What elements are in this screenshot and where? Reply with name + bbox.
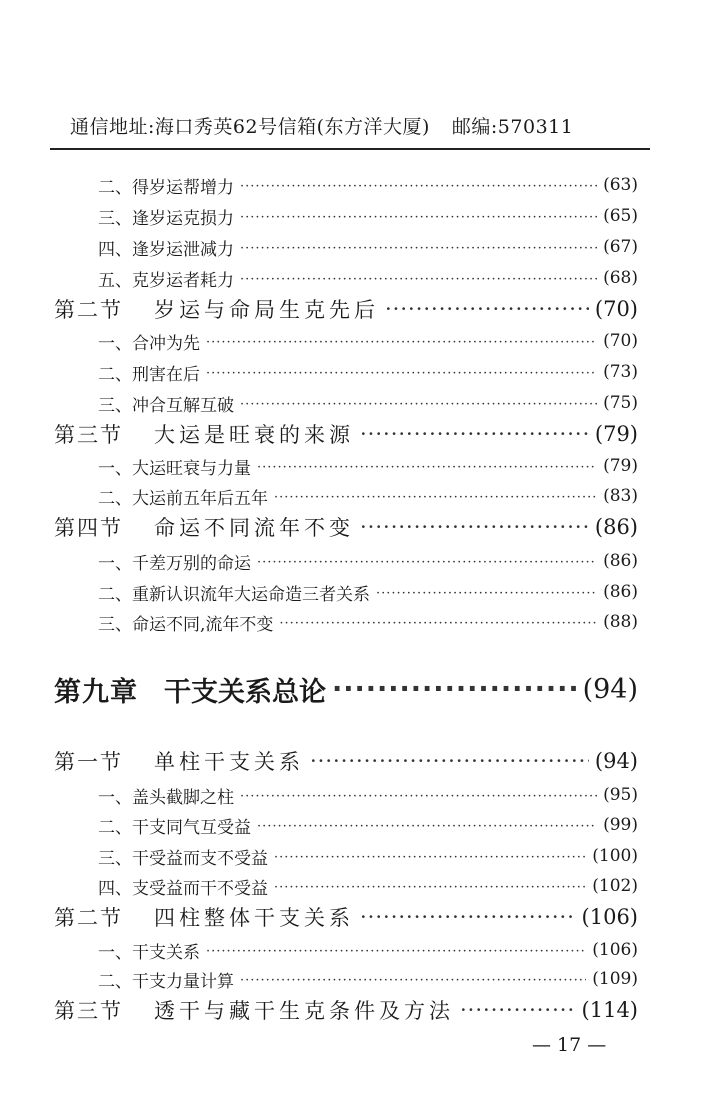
toc-subsection-entry bbox=[98, 234, 638, 260]
leader-dots bbox=[385, 297, 589, 321]
entry-page: (100) bbox=[592, 846, 638, 866]
entry-title: 二、干支同气互受益 bbox=[98, 817, 251, 838]
section-label: 第四节 bbox=[54, 516, 123, 540]
toc-section-entry bbox=[54, 901, 638, 933]
leader-dots bbox=[279, 612, 597, 632]
entry-page: (109) bbox=[592, 969, 638, 989]
toc-subsection-entry bbox=[98, 265, 638, 291]
entry-page: (86) bbox=[603, 582, 638, 602]
header-postcode: 邮编:570311 bbox=[451, 116, 574, 138]
leader-dots bbox=[257, 815, 597, 835]
entry-title: 四、逢岁运泄减力 bbox=[98, 239, 234, 260]
entry-page: (79) bbox=[603, 456, 638, 476]
leader-dots bbox=[206, 362, 597, 382]
entry-title: 二、干支力量计算 bbox=[98, 971, 234, 992]
leader-dots bbox=[240, 785, 597, 805]
entry-page: (75) bbox=[603, 393, 638, 413]
toc-subsection-entry bbox=[98, 579, 638, 605]
header-address: 通信地址:海口秀英62号信箱(东方洋大厦) bbox=[70, 116, 430, 138]
entry-page: (83) bbox=[603, 486, 638, 506]
toc-subsection-entry bbox=[98, 548, 638, 574]
toc-section-entry bbox=[54, 418, 638, 450]
section-title: 四柱整体干支关系 bbox=[154, 906, 354, 930]
section-title: 岁运与命局生克先后 bbox=[154, 298, 379, 322]
leader-dots bbox=[257, 456, 597, 476]
toc-section-entry bbox=[54, 293, 638, 325]
section-title: 大运是旺衰的来源 bbox=[154, 423, 354, 447]
toc-section-entry bbox=[54, 745, 638, 777]
entry-page: (65) bbox=[603, 206, 638, 226]
entry-title: 三、冲合互解互破 bbox=[98, 395, 234, 416]
leader-dots bbox=[460, 998, 576, 1022]
entry-page: (106) bbox=[592, 940, 638, 960]
toc-subsection-entry bbox=[98, 873, 638, 899]
entry-page: (106) bbox=[581, 905, 638, 929]
entry-title: 二、得岁运帮增力 bbox=[98, 177, 234, 198]
toc-subsection-entry bbox=[98, 609, 638, 635]
entry-page: (63) bbox=[603, 175, 638, 195]
entry-page: (79) bbox=[594, 422, 638, 446]
leader-dots bbox=[240, 237, 597, 257]
section-label: 第三节 bbox=[54, 999, 123, 1023]
entry-page: (94) bbox=[582, 673, 638, 705]
toc-subsection-entry bbox=[98, 453, 638, 479]
leader-dots bbox=[240, 175, 597, 195]
entry-page: (88) bbox=[603, 612, 638, 632]
entry-title: 三、命运不同,流年不变 bbox=[98, 614, 274, 635]
toc-subsection-entry bbox=[98, 328, 638, 354]
entry-title: 三、逢岁运克损力 bbox=[98, 208, 234, 229]
toc-subsection-entry bbox=[98, 843, 638, 869]
leader-dots bbox=[360, 905, 576, 929]
entry-page: (95) bbox=[603, 785, 638, 805]
toc-subsection-entry bbox=[98, 203, 638, 229]
entry-page: (68) bbox=[603, 268, 638, 288]
entry-page: (86) bbox=[603, 551, 638, 571]
toc-subsection-entry bbox=[98, 937, 638, 963]
leader-dots bbox=[360, 422, 589, 446]
leader-dots bbox=[240, 969, 586, 989]
section-label: 第二节 bbox=[54, 298, 123, 322]
leader-dots bbox=[206, 331, 597, 351]
entry-page: (67) bbox=[603, 237, 638, 257]
section-label: 第二节 bbox=[54, 906, 123, 930]
leader-dots bbox=[274, 486, 597, 506]
chapter-title: 干支关系总论 bbox=[164, 676, 326, 708]
entry-title: 二、刑害在后 bbox=[98, 364, 200, 385]
entry-page: (114) bbox=[581, 998, 638, 1022]
entry-page: (99) bbox=[603, 815, 638, 835]
entry-title: 二、重新认识流年大运命造三者关系 bbox=[98, 584, 370, 605]
entry-title: 一、合冲为先 bbox=[98, 333, 200, 354]
leader-dots bbox=[240, 393, 597, 413]
leader-dots bbox=[257, 551, 597, 571]
entry-title: 四、支受益而干不受益 bbox=[98, 878, 268, 899]
section-title: 单柱干支关系 bbox=[154, 750, 304, 774]
section-label: 第三节 bbox=[54, 423, 123, 447]
page-number: — 17 — bbox=[532, 1034, 607, 1056]
toc-chapter-entry bbox=[54, 669, 638, 709]
leader-dots bbox=[310, 749, 589, 773]
toc-subsection-entry bbox=[98, 812, 638, 838]
entry-page: (94) bbox=[594, 749, 638, 773]
toc-section-entry bbox=[54, 994, 638, 1026]
entry-title: 三、干受益而支不受益 bbox=[98, 848, 268, 869]
section-title: 命运不同流年不变 bbox=[154, 516, 354, 540]
leader-dots bbox=[332, 674, 577, 705]
leader-dots bbox=[376, 582, 597, 602]
leader-dots bbox=[274, 876, 586, 896]
toc-subsection-entry bbox=[98, 390, 638, 416]
entry-title: 二、大运前五年后五年 bbox=[98, 488, 268, 509]
toc-subsection-entry bbox=[98, 483, 638, 509]
leader-dots bbox=[240, 206, 597, 226]
entry-page: (70) bbox=[603, 331, 638, 351]
entry-title: 一、千差万别的命运 bbox=[98, 553, 251, 574]
entry-page: (73) bbox=[603, 362, 638, 382]
entry-page: (86) bbox=[594, 515, 638, 539]
entry-title: 五、克岁运者耗力 bbox=[98, 270, 234, 291]
leader-dots bbox=[274, 846, 586, 866]
leader-dots bbox=[206, 940, 586, 960]
entry-title: 一、大运旺衰与力量 bbox=[98, 458, 251, 479]
entry-title: 一、盖头截脚之柱 bbox=[98, 787, 234, 808]
toc-subsection-entry bbox=[98, 782, 638, 808]
entry-title: 一、干支关系 bbox=[98, 942, 200, 963]
entry-page: (70) bbox=[594, 297, 638, 321]
toc-subsection-entry bbox=[98, 359, 638, 385]
section-title: 透干与藏干生克条件及方法 bbox=[154, 999, 454, 1023]
entry-page: (102) bbox=[592, 876, 638, 896]
toc-subsection-entry bbox=[98, 172, 638, 198]
chapter-label: 第九章 bbox=[54, 676, 138, 708]
section-label: 第一节 bbox=[54, 750, 123, 774]
leader-dots bbox=[360, 515, 589, 539]
toc-section-entry bbox=[54, 511, 638, 543]
leader-dots bbox=[240, 268, 597, 288]
toc-subsection-entry bbox=[98, 966, 638, 992]
